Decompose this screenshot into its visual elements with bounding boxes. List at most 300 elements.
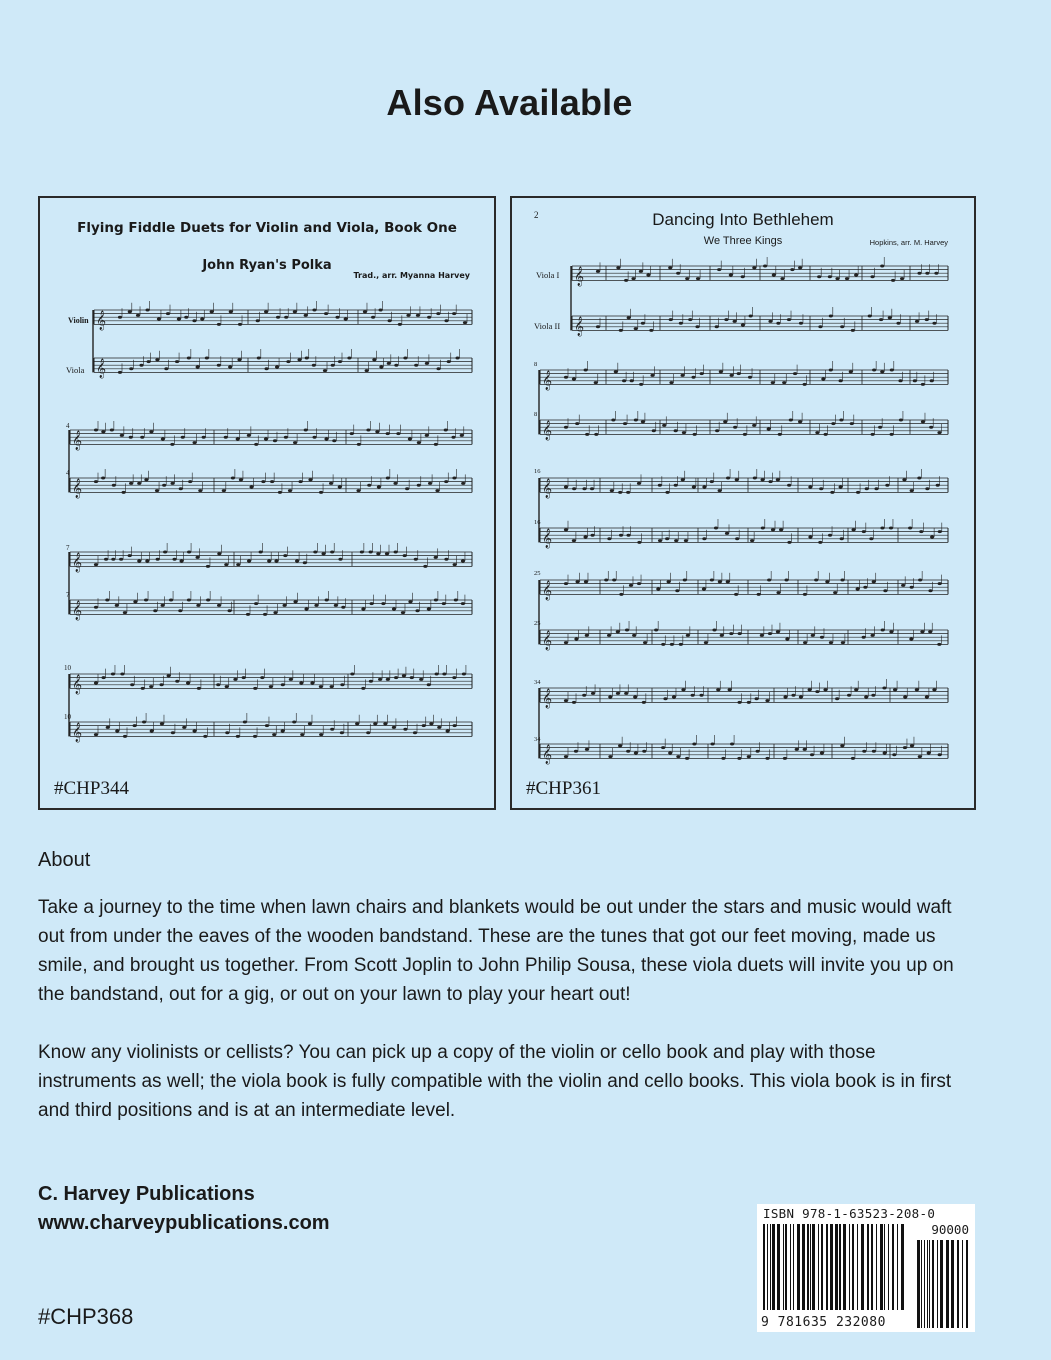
note-head: [730, 374, 734, 377]
note-head: [324, 312, 328, 315]
note-head: [704, 641, 708, 644]
note-head: [564, 641, 568, 644]
clef-icon: 𝄞: [72, 478, 83, 499]
staff: [94, 310, 472, 324]
note-head: [361, 687, 365, 690]
note-head: [144, 599, 148, 602]
barcode-bar: [884, 1224, 885, 1310]
note-head: [702, 588, 706, 591]
note-head: [630, 379, 634, 382]
note-head: [741, 275, 745, 278]
note-head: [661, 746, 665, 749]
note-head: [898, 379, 902, 382]
note-head: [658, 484, 662, 487]
note-head: [118, 371, 122, 374]
note-head: [896, 322, 900, 325]
note-head: [160, 722, 164, 725]
note-head: [341, 606, 345, 609]
note-head: [171, 731, 175, 734]
note-head: [823, 688, 827, 691]
note-head: [668, 752, 672, 755]
note-head: [642, 750, 646, 753]
note-head: [181, 436, 185, 439]
note-head: [259, 551, 263, 554]
note-head: [835, 277, 839, 280]
note-head: [828, 534, 832, 537]
note-head: [885, 484, 889, 487]
note-head: [658, 539, 662, 542]
note-head: [841, 641, 845, 644]
barcode-bar: [867, 1224, 869, 1310]
note-head: [847, 694, 851, 697]
note-head: [446, 730, 450, 733]
note-head: [286, 360, 290, 363]
note-head: [203, 735, 207, 738]
note-head: [747, 701, 751, 704]
staff: [540, 688, 948, 702]
barcode-bar: [783, 1224, 784, 1310]
note-head: [793, 372, 797, 375]
note-head: [452, 676, 456, 679]
note-head: [572, 539, 576, 542]
note-head: [851, 528, 855, 531]
note-head: [668, 266, 672, 269]
note-head: [932, 688, 936, 691]
note-head: [378, 309, 382, 312]
barcode-bar: [810, 1224, 811, 1310]
note-head: [330, 728, 334, 731]
note-head: [913, 379, 917, 382]
note-head: [137, 482, 141, 485]
note-head: [392, 608, 396, 611]
note-head: [771, 381, 775, 384]
barcode-bar: [852, 1224, 854, 1310]
note-head: [304, 608, 308, 611]
staff: [540, 580, 948, 594]
note-head: [899, 419, 903, 422]
note-head: [637, 582, 641, 585]
note-head: [692, 486, 696, 489]
clef-icon: 𝄞: [96, 358, 107, 379]
note-head: [150, 730, 154, 733]
barcode-bar: [835, 1224, 838, 1310]
measure-number: 10: [64, 713, 71, 721]
note-head: [187, 357, 191, 360]
note-head: [631, 277, 635, 280]
note-head: [825, 580, 829, 583]
note-head: [427, 316, 431, 319]
note-head: [452, 477, 456, 480]
note-head: [444, 480, 448, 483]
note-head: [710, 579, 714, 582]
note-head: [373, 722, 377, 725]
note-head: [129, 482, 133, 485]
note-head: [938, 582, 942, 585]
note-head: [903, 696, 907, 699]
note-head: [889, 630, 893, 633]
note-head: [331, 364, 335, 367]
measure-number: 25: [534, 570, 541, 577]
barcode-bar: [917, 1240, 920, 1328]
note-head: [340, 731, 344, 734]
note-head: [776, 630, 780, 633]
note-head: [665, 491, 669, 494]
note-head: [700, 372, 704, 375]
note-head: [719, 370, 723, 373]
note-head: [361, 608, 365, 611]
note-head: [161, 438, 165, 441]
note-head: [436, 312, 440, 315]
note-head: [720, 634, 724, 637]
note-head: [590, 487, 594, 490]
note-head: [667, 580, 671, 583]
note-head: [264, 438, 268, 441]
note-head: [585, 748, 589, 751]
note-head: [575, 422, 579, 425]
page-title: Also Available: [386, 82, 633, 123]
note-head: [217, 364, 221, 367]
note-head: [695, 325, 699, 328]
note-head: [925, 696, 929, 699]
sample-catalog-number: #CHP344: [54, 778, 129, 799]
note-head: [329, 482, 333, 485]
note-head: [313, 551, 317, 554]
note-head: [840, 579, 844, 582]
note-head: [159, 683, 163, 686]
barcode-bar: [797, 1224, 800, 1310]
note-head: [767, 579, 771, 582]
note-head: [626, 534, 630, 537]
note-head: [282, 604, 286, 607]
note-head: [929, 426, 933, 429]
note-head: [453, 563, 457, 566]
note-head: [120, 434, 124, 437]
note-head: [743, 433, 747, 436]
note-head: [676, 755, 680, 758]
barcode-bar: [777, 1224, 780, 1310]
note-head: [236, 735, 240, 738]
note-head: [872, 580, 876, 583]
note-head: [312, 364, 316, 367]
note-head: [164, 367, 168, 370]
note-head: [752, 266, 756, 269]
note-head: [641, 322, 645, 325]
note-head: [425, 362, 429, 365]
note-head: [778, 433, 782, 436]
note-head: [883, 589, 887, 592]
note-head: [685, 277, 689, 280]
note-head: [910, 586, 914, 589]
sample-page-number: 2: [534, 210, 539, 220]
measure-number: 7: [66, 591, 70, 599]
note-head: [111, 558, 115, 561]
note-head: [938, 530, 942, 533]
note-head: [681, 688, 685, 691]
note-head: [815, 690, 819, 693]
note-head: [256, 319, 260, 322]
note-head: [710, 480, 714, 483]
note-head: [738, 632, 742, 635]
note-head: [120, 673, 124, 676]
note-head: [393, 482, 397, 485]
note-head: [366, 429, 370, 432]
note-head: [94, 429, 98, 432]
note-head: [330, 551, 334, 554]
clef-icon: 𝄞: [542, 370, 553, 391]
staff: [540, 630, 948, 644]
note-head: [206, 599, 210, 602]
note-head: [574, 638, 578, 641]
note-head: [197, 687, 201, 690]
note-head: [624, 692, 628, 695]
note-head: [157, 318, 161, 321]
note-head: [156, 558, 160, 561]
barcode-bar: [821, 1224, 823, 1310]
note-head: [128, 554, 132, 557]
note-head: [417, 484, 421, 487]
note-head: [177, 318, 181, 321]
note-head: [270, 480, 274, 483]
note-head: [454, 599, 458, 602]
note-head: [216, 683, 220, 686]
note-head: [325, 599, 329, 602]
note-head: [741, 324, 745, 327]
note-head: [607, 537, 611, 540]
note-head: [674, 539, 678, 542]
note-head: [662, 424, 666, 427]
note-head: [768, 320, 772, 323]
note-head: [312, 436, 316, 439]
note-head: [917, 272, 921, 275]
barcode-bar: [927, 1240, 928, 1328]
note-head: [225, 685, 229, 688]
barcode-bar: [940, 1240, 943, 1328]
note-head: [856, 588, 860, 591]
note-head: [104, 558, 108, 561]
note-head: [253, 735, 257, 738]
clef-icon: 𝄞: [542, 528, 553, 549]
note-head: [767, 428, 771, 431]
note-head: [423, 565, 427, 568]
note-head: [324, 438, 328, 441]
note-head: [179, 487, 183, 490]
note-head: [435, 673, 439, 676]
note-head: [184, 316, 188, 319]
note-head: [247, 560, 251, 563]
about-paragraph: Take a journey to the time when lawn chairs and blankets would be out under the stars and music would waft out from under the eaves of the wooden bandstand. These are the tunes that got our feet moving, made us smile, and brought us together. From Scott Joplin to John Philip Sousa, these viola duets will invite you up on the bandstand, out for a gig, or out on your lawn to play your heart out!: [38, 897, 954, 1005]
note-head: [308, 478, 312, 481]
barcode-bar: [962, 1240, 963, 1328]
note-head: [854, 274, 858, 277]
note-head: [618, 744, 622, 747]
note-head: [872, 750, 876, 753]
note-head: [170, 482, 174, 485]
barcode-bar: [957, 1240, 959, 1328]
barcode-bar: [892, 1224, 894, 1310]
note-head: [319, 685, 323, 688]
note-head: [932, 322, 936, 325]
barcode-bar: [772, 1224, 775, 1310]
note-head: [101, 477, 105, 480]
note-head: [749, 315, 753, 318]
note-head: [871, 433, 875, 436]
barcode-bar: [793, 1224, 794, 1310]
part-label-viola-1: Viola I: [536, 270, 560, 280]
note-head: [761, 527, 765, 530]
note-head: [641, 420, 645, 423]
note-head: [254, 443, 258, 446]
note-head: [729, 274, 733, 277]
note-head: [139, 364, 143, 367]
note-head: [394, 364, 398, 367]
note-head: [634, 419, 638, 422]
note-head: [222, 489, 226, 492]
note-head: [629, 584, 633, 587]
note-head: [614, 370, 618, 373]
note-head: [872, 369, 876, 372]
sample-tune-title: John Ryan's Polka: [202, 258, 332, 273]
note-head: [281, 683, 285, 686]
note-head: [293, 441, 297, 444]
note-head: [623, 422, 627, 425]
note-head: [829, 641, 833, 644]
barcode-bar: [929, 1240, 930, 1328]
sample-book-title: Flying Fiddle Duets for Violin and Viola, Book One: [77, 220, 457, 236]
note-head: [921, 383, 925, 386]
note-head: [243, 721, 247, 724]
note-head: [153, 609, 157, 612]
note-head: [639, 383, 643, 386]
note-head: [607, 634, 611, 637]
note-head: [461, 482, 465, 485]
note-head: [888, 316, 892, 319]
clef-icon: 𝄞: [72, 552, 83, 573]
barcode-bar: [790, 1224, 791, 1310]
note-head: [724, 318, 728, 321]
barcode-bar: [901, 1224, 904, 1310]
note-head: [726, 580, 730, 583]
note-head: [656, 588, 660, 591]
note-head: [930, 379, 934, 382]
note-head: [763, 265, 767, 268]
barcode-bar: [785, 1224, 787, 1310]
part-label-viola-2: Viola II: [534, 321, 561, 331]
note-head: [447, 360, 451, 363]
note-head: [375, 430, 379, 433]
note-head: [661, 643, 665, 646]
note-head: [564, 528, 568, 531]
note-head: [175, 680, 179, 683]
note-head: [572, 701, 576, 704]
note-head: [626, 491, 630, 494]
score-notation-2: [512, 198, 976, 810]
note-head: [144, 478, 148, 481]
note-head: [366, 731, 370, 734]
note-head: [854, 688, 858, 691]
note-head: [186, 682, 190, 685]
note-head: [925, 272, 929, 275]
note-head: [415, 609, 419, 612]
note-head: [756, 750, 760, 753]
note-head: [936, 484, 940, 487]
note-head: [564, 755, 568, 758]
note-head: [379, 366, 383, 369]
note-head: [611, 419, 615, 422]
barcode-bar: [946, 1240, 949, 1328]
note-head: [236, 438, 240, 441]
note-head: [849, 370, 853, 373]
note-head: [564, 426, 568, 429]
note-head: [263, 613, 267, 616]
note-head: [360, 551, 364, 554]
note-head: [889, 527, 893, 530]
note-head: [398, 323, 402, 326]
note-head: [880, 265, 884, 268]
note-head: [304, 429, 308, 432]
note-head: [298, 480, 302, 483]
note-head: [622, 379, 626, 382]
note-head: [585, 634, 589, 637]
sample-page-chp344: [38, 196, 496, 810]
note-head: [582, 694, 586, 697]
barcode-bar: [770, 1224, 771, 1310]
note-head: [928, 589, 932, 592]
note-head: [193, 441, 197, 444]
note-head: [654, 629, 658, 632]
note-head: [735, 537, 739, 540]
note-head: [633, 696, 637, 699]
barcode-bar: [763, 1224, 765, 1310]
note-head: [200, 318, 204, 321]
barcode-bar: [937, 1240, 938, 1328]
note-head: [840, 537, 844, 540]
barcode-bar: [818, 1224, 819, 1310]
measure-number: 10: [64, 664, 71, 672]
note-head: [236, 563, 240, 566]
note-head: [363, 310, 367, 313]
note-head: [771, 528, 775, 531]
note-head: [725, 532, 729, 535]
note-head: [387, 362, 391, 365]
note-head: [414, 558, 418, 561]
clef-icon: 𝄞: [96, 310, 107, 331]
note-head: [583, 536, 587, 539]
note-head: [378, 678, 382, 681]
note-head: [604, 579, 608, 582]
note-head: [626, 750, 630, 753]
measure-number: 8: [534, 411, 538, 418]
note-head: [715, 325, 719, 328]
note-head: [918, 579, 922, 582]
note-head: [442, 602, 446, 605]
note-head: [133, 724, 137, 727]
note-head: [128, 310, 132, 313]
note-head: [591, 692, 595, 695]
note-head: [810, 753, 814, 756]
note-head: [803, 641, 807, 644]
note-head: [730, 743, 734, 746]
note-head: [444, 319, 448, 322]
note-head: [925, 318, 929, 321]
note-head: [618, 491, 622, 494]
note-head: [392, 726, 396, 729]
note-head: [831, 422, 835, 425]
note-head: [798, 420, 802, 423]
note-head: [572, 378, 576, 381]
clef-icon: 𝄞: [542, 420, 553, 441]
note-head: [187, 551, 191, 554]
note-head: [819, 487, 823, 490]
